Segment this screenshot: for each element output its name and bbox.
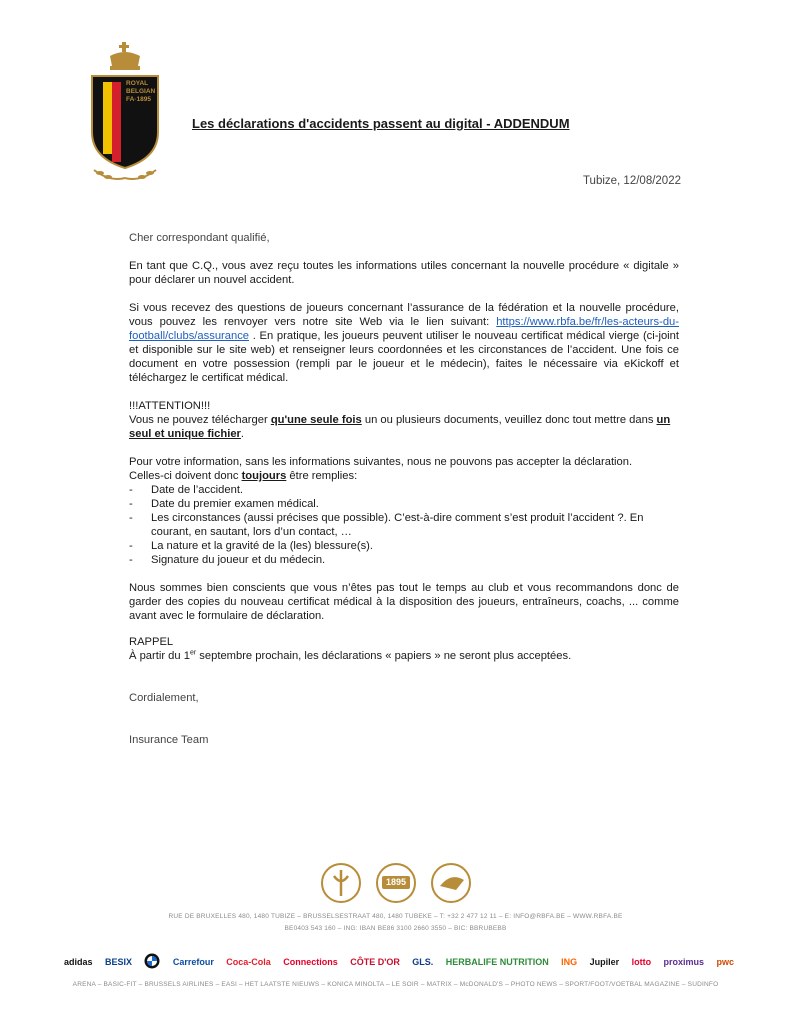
info-line-2 [129, 469, 679, 483]
rbfa-crest-icon [86, 40, 164, 185]
sponsor-logo: Connections [283, 957, 338, 967]
signature: Insurance Team [129, 734, 209, 746]
info-emphasis: toujours [241, 470, 287, 482]
attention-emphasis-2: un seul et unique fichier [129, 414, 671, 440]
sponsor-logo: Jupiler [589, 957, 620, 967]
sponsor-logo: CÔTE D'OR [350, 957, 400, 967]
attention-text-3: . [240, 428, 245, 440]
attention-text-2: un ou plusieurs documents, veuillez donc tout mettre dans [361, 414, 657, 426]
attention-text-1: Vous ne pouvez télécharger [129, 414, 271, 426]
list-item: - Date de l’accident. [129, 483, 679, 497]
sponsor-logo: Coca-Cola [226, 957, 271, 967]
info-line-2-c: être remplies: [286, 470, 358, 482]
rappel-block [129, 635, 679, 663]
sponsor-logo: pwc [716, 957, 734, 967]
attention-block [129, 399, 679, 441]
footer-legal: BE0403 543 160 – ING: IBAN BE86 3100 2660 3550 – BIC: BBRUBEBB [284, 925, 507, 932]
attention-emphasis-1: qu'une seule fois [270, 414, 362, 426]
required-info-list [129, 483, 679, 567]
footer-seals [316, 858, 476, 908]
rappel-superscript: er [189, 649, 197, 657]
logo-line-1: ROYAL [126, 80, 149, 87]
list-item: - Date du premier examen médical. [129, 497, 679, 511]
info-line-1: Pour votre information, sans les informations suivantes, nous ne pouvons pas accepter la déclaration. [129, 456, 633, 468]
paragraph-website-text-1: Si vous recevez des questions de joueurs concernant l’assurance de la fédération et la nouvelle procédure, vous pouvez les renvoyer vers notre site Web via le lien suivant: [129, 302, 679, 328]
list-item: - La nature et la gravité de la (les) blessure(s). [129, 539, 679, 553]
place-date: Tubize, 12/08/2022 [582, 175, 681, 187]
closing: Cordialement, [129, 692, 199, 704]
paragraph-intro: En tant que C.Q., vous avez reçu toutes les informations utiles concernant la nouvelle procédure « digitale » pour déclarer un nouvel accident. [129, 260, 679, 286]
list-item: - Signature du joueur et du médecin. [129, 553, 679, 567]
bmw-roundel-icon [144, 953, 160, 971]
attention-heading: !!!ATTENTION!!! [129, 400, 211, 412]
info-block [129, 455, 679, 567]
footer-address: RUE DE BRUXELLES 480, 1480 TUBIZE – BRUSSELSESTRAAT 480, 1480 TUBEKE – T: +32 2 477 12 11 – E: INFO@RBFA.BE – WWW.RBFA.BE [168, 913, 623, 920]
paragraph-website-text-2: . En pratique, les joueurs peuvent utiliser le nouveau certificat médical vierge (ci-joint et disponible sur le site web) et renseigner leurs coordonnées et les circonstances de l’accident. Une fois ce document en votre possession (rempli par le joueur et le médecin), faites le nécessaire via eKickoff et téléchargez le certificat médical. [129, 330, 679, 384]
sponsor-logo: BESIX [104, 957, 132, 967]
paragraph-copies: Nous sommes bien conscients que vous n’êtes pas tout le temps au club et vous recommandons donc de garder des copies du nouveau certificat médical à la disposition des joueurs, entraîneurs, coachs, ... comme avant avec le formulaire de déclaration. [129, 582, 679, 622]
paragraph-website [129, 301, 679, 385]
rappel-text-1: À partir du 1 [129, 650, 190, 662]
sponsor-logo: Carrefour [172, 957, 214, 967]
rappel-heading: RAPPEL [129, 636, 174, 648]
sponsor-logo: adidas [64, 957, 93, 967]
sponsor-logo: GLS. [412, 957, 434, 967]
rappel-text-2: septembre prochain, les déclarations « papiers » ne seront plus acceptées. [196, 650, 572, 662]
rappel-text [129, 649, 679, 663]
document-title: Les déclarations d'accidents passent au digital - ADDENDUM [192, 116, 570, 131]
sponsor-logo: ING [561, 957, 578, 967]
insurance-link[interactable]: https://www.rbfa.be/fr/les-acteurs-du-football/clubs/assurance [129, 316, 679, 342]
rbfa-logo [86, 40, 164, 185]
footer-partners: ARENA – BASIC-FIT – BRUSSELS AIRLINES – EASI – HET LAATSTE NIEUWS – KONICA MINOLTA – LE SOIR – MATRIX – McDONALD'S – PHOTO NEWS – SPORT/FOOT/VOETBAL MAGAZINE – SUDINFO [72, 981, 719, 988]
sponsor-logo: HERBALIFE NUTRITION [445, 957, 549, 967]
sponsor-bar [64, 951, 734, 973]
sponsor-logo: lotto [631, 957, 652, 967]
seal-year: 1895 [385, 877, 407, 887]
list-item: - Les circonstances (aussi précises que possible). C’est-à-dire comment s’est produit l’accident ?. En courant, en sautant, lors d’un contact, … [129, 511, 679, 539]
salutation: Cher correspondant qualifié, [129, 232, 270, 244]
logo-line-3: FA·1895 [126, 96, 151, 103]
info-line-2-a: Celles-ci doivent donc [129, 470, 242, 482]
logo-line-2: BELGIAN [126, 88, 156, 95]
attention-text [129, 413, 679, 441]
sponsor-logo: proximus [663, 957, 705, 967]
